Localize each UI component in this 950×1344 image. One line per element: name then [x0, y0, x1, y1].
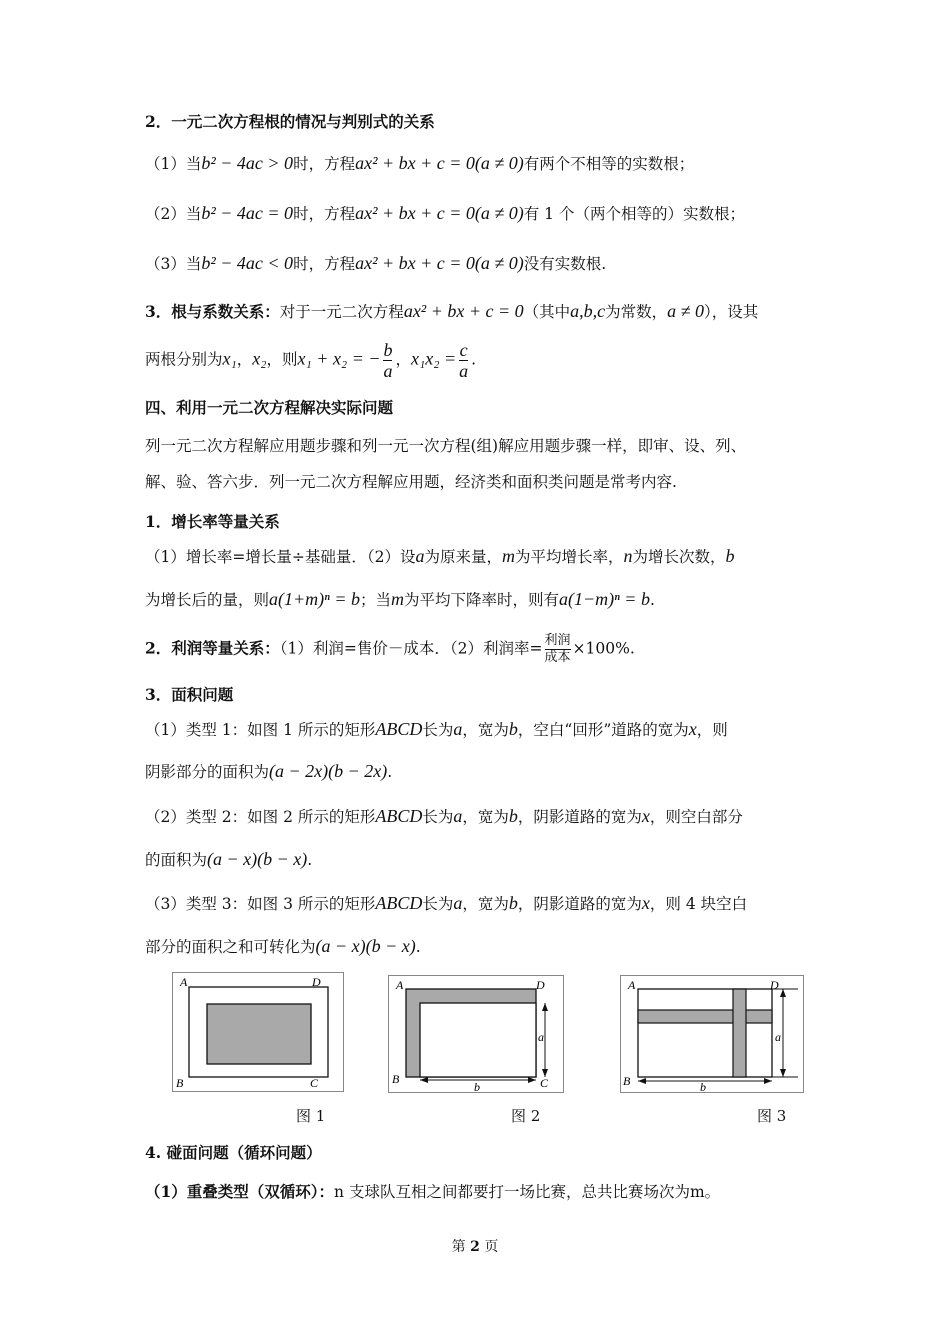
figure-3-horizontal-road: [638, 1010, 772, 1023]
area-type-2-result: 的面积为(a − x)(b − x).: [145, 849, 313, 869]
figure-2-blank-region: [420, 1003, 536, 1077]
figure-1-label-a: A: [180, 975, 188, 989]
discriminant-case-2: （2）当b² − 4ac = 0时，方程ax² + bx + c = 0(a ≠ 0)有 1 个（两个相等的）实数根；: [145, 203, 745, 223]
figure-3-rect: [638, 989, 772, 1077]
figure-2-label-c: C: [540, 1076, 549, 1090]
figure-2-caption: 图 2: [511, 1107, 541, 1125]
figure-3-vertical-road: [733, 989, 746, 1077]
figure-2-arrow-up: [542, 1003, 548, 1011]
figure-1-caption: 图 1: [296, 1107, 326, 1125]
figure-2-label-a: A: [396, 978, 404, 992]
fraction-c-over-a: $\frac{c}{a}$: [459, 340, 469, 381]
figure-1: [172, 972, 344, 1092]
discriminant-case-3: （3）当b² − 4ac < 0时，方程ax² + bx + c = 0(a ≠ 0)没有实数根.: [145, 253, 607, 273]
area-type-1-result: 阴影部分的面积为(a − 2x)(b − 2x).: [145, 761, 393, 781]
figure-3: [620, 975, 804, 1093]
figure-3-label-dim-a: a: [775, 1030, 781, 1044]
figure-2-label-b: B: [392, 1072, 400, 1086]
profit-line: 2．利润等量关系：（1）利润=售价－成本．（2）利润率= 利润 成本 ×100%.: [145, 633, 635, 665]
figure-3-arrow-up: [780, 989, 786, 997]
figure-1-label-d: D: [312, 975, 321, 989]
figure-1-shaded-rect: [207, 1004, 311, 1064]
figure-2-label-dim-a: a: [538, 1030, 544, 1044]
heading-applications: 四、利用一元二次方程解决实际问题: [145, 398, 394, 417]
figure-2-arrow-right: [528, 1077, 536, 1083]
figure-2-label-dim-b: b: [474, 1080, 480, 1093]
heading-area: 3．面积问题: [145, 685, 234, 704]
page-number: 第 2 页: [451, 1239, 499, 1255]
growth-line-1: （1）增长率=增长量÷基础量．（2）设a为原来量，m为平均增长率，n为增长次数，b: [145, 546, 735, 566]
figure-1-label-c: C: [310, 1076, 319, 1090]
area-type-2: （2）类型 2：如图 2 所示的矩形ABCD长为a，宽为b，阴影道路的宽为x，则空白部分: [145, 806, 743, 826]
area-type-1: （1）类型 1：如图 1 所示的矩形ABCD长为a，宽为b，空白“回形”道路的宽为x，则: [145, 719, 728, 739]
growth-line-2: 为增长后的量，则a(1+m)ⁿ = b；当m为平均下降率时，则有a(1−m)ⁿ = b.: [145, 589, 655, 609]
discriminant-case-1: （1）当b² − 4ac > 0时，方程ax² + bx + c = 0(a ≠ 0)有两个不相等的实数根；: [145, 153, 695, 173]
vieta-line-1: 3．根与系数关系：对于一元二次方程ax² + bx + c = 0（其中a,b,c为常数，a ≠ 0），设其: [145, 301, 759, 321]
figure-3-arrow-right: [764, 1078, 772, 1084]
heading-discriminant: 2．一元二次方程根的情况与判别式的关系: [145, 112, 435, 131]
heading-growth: 1．增长率等量关系: [145, 512, 280, 531]
area-type-3-result: 部分的面积之和可转化为(a − x)(b − x).: [145, 936, 421, 956]
figure-2-arrow-left: [420, 1077, 428, 1083]
figure-3-label-b: B: [623, 1074, 631, 1088]
figure-3-arrow-down: [780, 1069, 786, 1077]
vieta-line-2: 两根分别为x₁，x₂，则x₁ + x₂ = − $\frac{b}{a}$ ，x₁x₂ = $\frac{c}{a}$ .: [145, 340, 477, 381]
applications-para-1: 列一元二次方程解应用题步骤和列一元一次方程(组)解应用题步骤一样，即审、设、列、: [145, 437, 747, 455]
figure-2-label-d: D: [536, 978, 545, 992]
figure-3-label-d: D: [770, 978, 779, 992]
figure-3-caption: 图 3: [757, 1107, 787, 1125]
figure-1-label-b: B: [176, 1076, 184, 1090]
figure-3-label-a: A: [628, 978, 636, 992]
figure-2: [388, 975, 564, 1093]
heading-matches: 4. 碰面问题（循环问题）: [145, 1143, 322, 1162]
matches-double-round: （1）重叠类型（双循环）：n 支球队互相之间都要打一场比赛，总共比赛场次为m。: [145, 1182, 721, 1201]
area-type-3: （3）类型 3：如图 3 所示的矩形ABCD长为a，宽为b，阴影道路的宽为x，则 4 块空白: [145, 893, 748, 913]
figure-3-arrow-left: [638, 1078, 646, 1084]
figure-3-label-dim-b: b: [700, 1080, 706, 1093]
fraction-b-over-a: $\frac{b}{a}$: [383, 340, 393, 381]
profit-rate-fraction: 利润 成本: [544, 633, 571, 665]
applications-para-2: 解、验、答六步．列一元二次方程解应用题，经济类和面积类问题是常考内容.: [145, 473, 677, 491]
